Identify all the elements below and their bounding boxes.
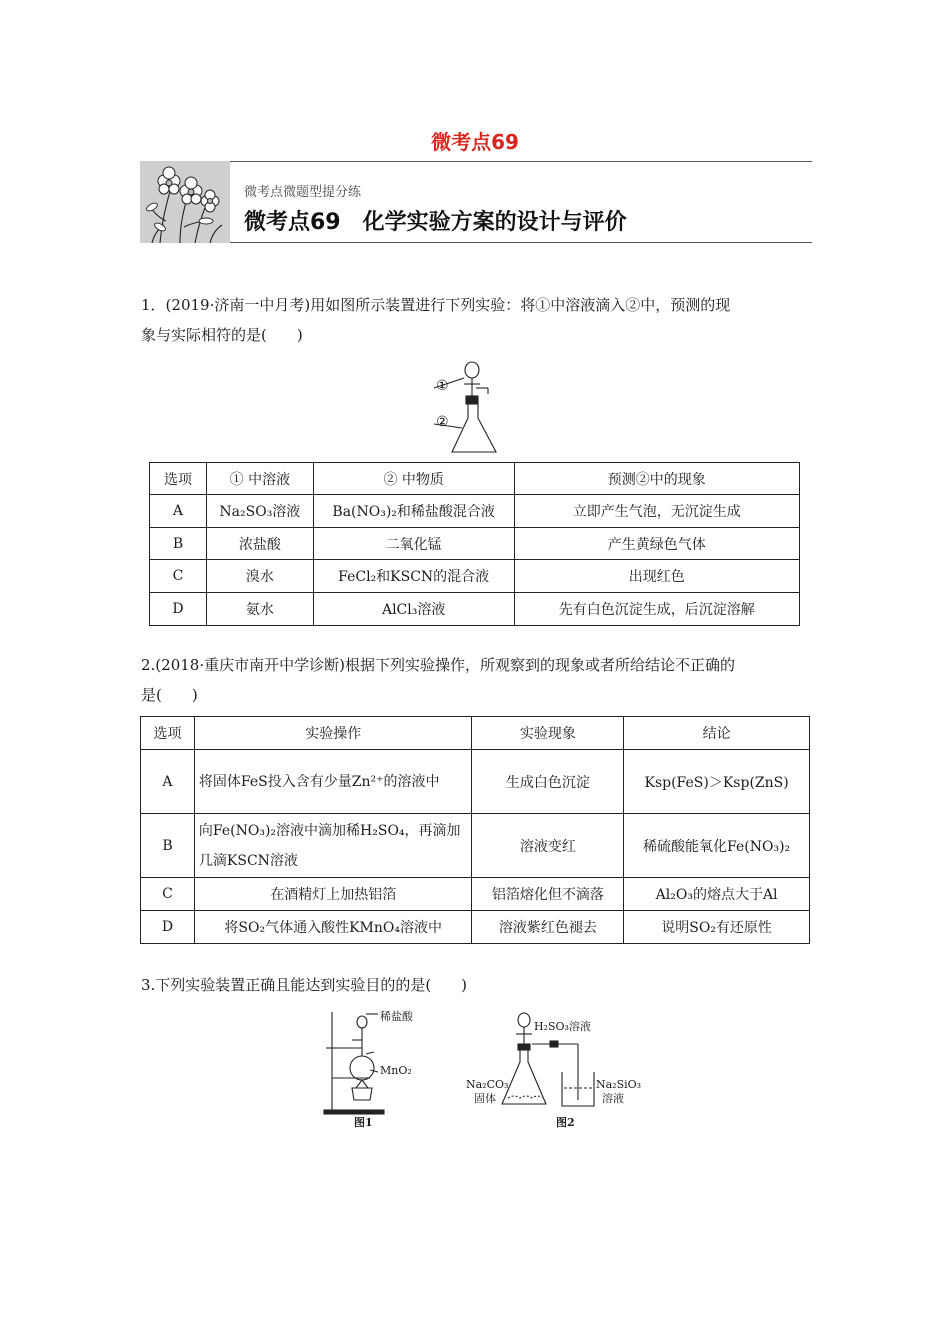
table-cell: B bbox=[150, 528, 207, 560]
table-cell: 将固体FeS投入含有少量Zn²⁺的溶液中 bbox=[194, 750, 472, 814]
table-header: 选项 bbox=[150, 463, 207, 495]
table-cell: C bbox=[141, 878, 195, 911]
apparatus-figure-1 bbox=[322, 1008, 422, 1130]
table-header-row bbox=[141, 717, 810, 750]
question-1-table bbox=[149, 462, 800, 626]
table-cell: Ksp(FeS)＞Ksp(ZnS) bbox=[624, 750, 810, 814]
table-cell: 出现红色 bbox=[514, 560, 799, 593]
table-cell: 溶液紫红色褪去 bbox=[472, 911, 624, 944]
table-cell: 二氧化锰 bbox=[313, 528, 514, 560]
table-cell: Ba(NO₃)₂和稀盐酸混合液 bbox=[313, 495, 514, 528]
table-header-row bbox=[150, 463, 800, 495]
table-row bbox=[150, 593, 800, 626]
table-cell: 浓盐酸 bbox=[206, 528, 313, 560]
table-cell: 立即产生气泡，无沉淀生成 bbox=[514, 495, 799, 528]
question-1-line-1: 1．(2019·济南一中月考)用如图所示装置进行下列实验：将①中溶液滴入②中，预测的现 bbox=[141, 296, 731, 314]
table-row bbox=[141, 750, 810, 814]
table-header: 实验现象 bbox=[472, 717, 624, 750]
table-header: 结论 bbox=[624, 717, 810, 750]
question-1-line-2: 象与实际相符的是( ) bbox=[141, 326, 303, 344]
table-cell: 先有白色沉淀生成，后沉淀溶解 bbox=[514, 593, 799, 626]
table-header: ① 中溶液 bbox=[206, 463, 313, 495]
figure-2-left-label-1: Na₂CO₃ bbox=[466, 1078, 509, 1091]
table-cell: FeCl₂和KSCN的混合液 bbox=[313, 560, 514, 593]
figure-2-caption: 图2 bbox=[556, 1116, 575, 1129]
table-cell: Al₂O₃的熔点大于Al bbox=[624, 878, 810, 911]
figure-label-1: ① bbox=[436, 378, 449, 394]
figure-1-reagent-top: 稀盐酸 bbox=[380, 1010, 413, 1023]
table-row bbox=[141, 911, 810, 944]
banner-subtitle: 微考点微题型提分练 bbox=[244, 185, 362, 200]
page-title: 微考点69 bbox=[431, 130, 519, 154]
apparatus-figure-q1 bbox=[430, 356, 530, 456]
table-row bbox=[150, 528, 800, 560]
figure-label-2: ② bbox=[436, 414, 449, 430]
figure-2-left-label-2: 固体 bbox=[474, 1092, 496, 1105]
table-cell: B bbox=[141, 814, 195, 878]
table-cell: 生成白色沉淀 bbox=[472, 750, 624, 814]
flower-illustration bbox=[140, 161, 230, 243]
table-row bbox=[141, 878, 810, 911]
question-2-line-2: 是( ) bbox=[141, 686, 198, 704]
figure-2-reagent-top: H₂SO₃溶液 bbox=[534, 1020, 591, 1033]
table-header: ② 中物质 bbox=[313, 463, 514, 495]
figure-2-right-label-2: 溶液 bbox=[602, 1092, 624, 1105]
apparatus-figure-2 bbox=[462, 1010, 642, 1130]
table-cell: A bbox=[150, 495, 207, 528]
banner-title: 微考点69 化学实验方案的设计与评价 bbox=[244, 210, 627, 235]
table-cell: D bbox=[150, 593, 207, 626]
table-cell: 产生黄绿色气体 bbox=[514, 528, 799, 560]
table-row bbox=[141, 814, 810, 878]
banner-rule-bottom bbox=[230, 242, 812, 243]
figure-1-caption: 图1 bbox=[354, 1116, 373, 1129]
table-cell: 将SO₂气体通入酸性KMnO₄溶液中 bbox=[194, 911, 472, 944]
table-header: 选项 bbox=[141, 717, 195, 750]
table-cell: 向Fe(NO₃)₂溶液中滴加稀H₂SO₄，再滴加几滴KSCN溶液 bbox=[194, 814, 472, 878]
table-cell: 稀硫酸能氧化Fe(NO₃)₂ bbox=[624, 814, 810, 878]
table-cell: D bbox=[141, 911, 195, 944]
table-header: 预测②中的现象 bbox=[514, 463, 799, 495]
section-banner bbox=[140, 161, 812, 243]
question-3-line-1: 3.下列实验装置正确且能达到实验目的的是( ) bbox=[141, 976, 468, 994]
table-cell: A bbox=[141, 750, 195, 814]
figure-1-reagent-flask: MnO₂ bbox=[380, 1064, 412, 1077]
table-cell: 在酒精灯上加热铝箔 bbox=[194, 878, 472, 911]
table-cell: 溴水 bbox=[206, 560, 313, 593]
table-row bbox=[150, 495, 800, 528]
question-2-table bbox=[140, 716, 810, 944]
table-cell: C bbox=[150, 560, 207, 593]
table-cell: Na₂SO₃溶液 bbox=[206, 495, 313, 528]
table-row bbox=[150, 560, 800, 593]
table-cell: AlCl₃溶液 bbox=[313, 593, 514, 626]
table-cell: 溶液变红 bbox=[472, 814, 624, 878]
table-cell: 氨水 bbox=[206, 593, 313, 626]
table-cell: 铝箔熔化但不滴落 bbox=[472, 878, 624, 911]
banner-rule-top bbox=[230, 161, 812, 162]
table-cell: 说明SO₂有还原性 bbox=[624, 911, 810, 944]
figure-2-right-label-1: Na₂SiO₃ bbox=[596, 1078, 642, 1091]
table-header: 实验操作 bbox=[194, 717, 472, 750]
question-2-line-1: 2.(2018·重庆市南开中学诊断)根据下列实验操作，所观察到的现象或者所给结论不正确的 bbox=[141, 656, 735, 674]
